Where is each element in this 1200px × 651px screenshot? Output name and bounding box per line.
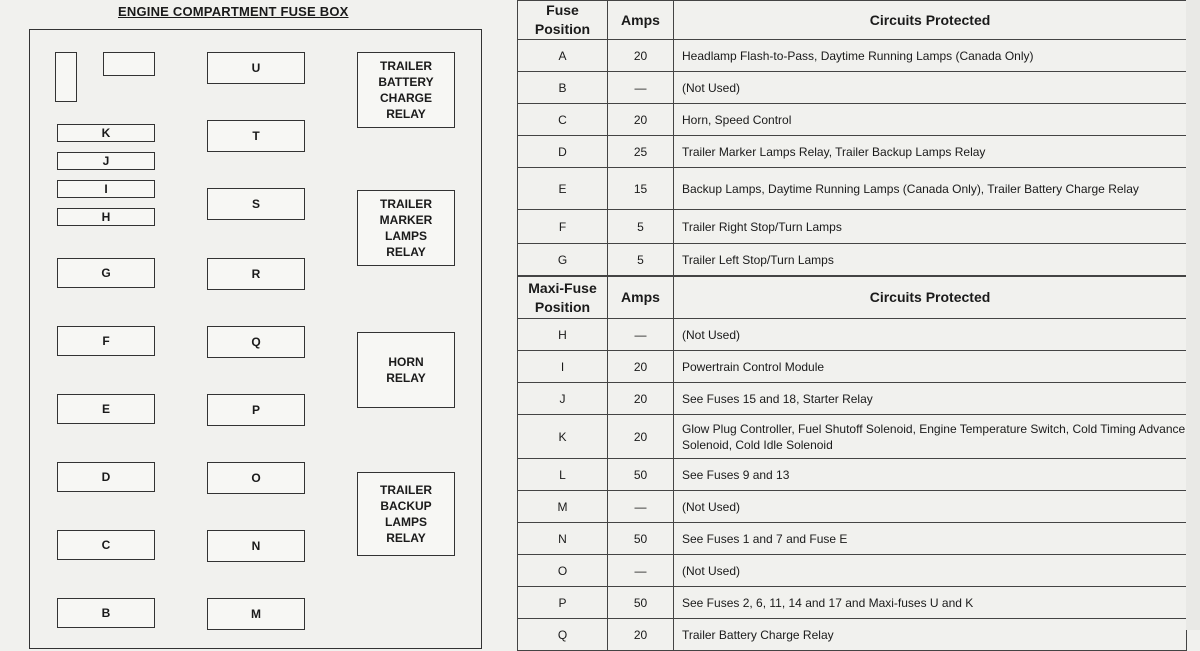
fuse-box-diagram — [0, 0, 515, 630]
cell-circuits: (Not Used) — [674, 72, 1187, 104]
table-row — [518, 168, 1187, 210]
fuse-k: K — [57, 124, 155, 142]
cell-amps: 20 — [608, 415, 674, 459]
fuse-r: R — [207, 258, 305, 290]
fuse-tables — [517, 0, 1200, 642]
cell-amps: 50 — [608, 459, 674, 491]
table-row — [518, 351, 1187, 383]
table-row — [518, 210, 1187, 244]
relay-label-line: LAMPS — [384, 229, 427, 243]
table-row — [518, 555, 1187, 587]
relay-label-line: CHARGE — [379, 91, 432, 105]
cell-amps: — — [608, 72, 674, 104]
maxi-fuse-table — [517, 276, 1187, 651]
cell-position: E — [518, 168, 608, 210]
cell-circuits: Backup Lamps, Daytime Running Lamps (Canada Only), Trailer Battery Charge Relay — [674, 168, 1187, 210]
fuse-o: O — [207, 462, 305, 494]
cell-position: P — [518, 587, 608, 619]
cell-position: F — [518, 210, 608, 244]
header-amps: Amps — [608, 277, 674, 319]
table-row — [518, 319, 1187, 351]
cell-position: I — [518, 351, 608, 383]
diagram-title: ENGINE COMPARTMENT FUSE BOX — [118, 4, 349, 19]
fuse-u: U — [207, 52, 305, 84]
cell-circuits: (Not Used) — [674, 319, 1187, 351]
cell-amps: 20 — [608, 351, 674, 383]
cell-amps: — — [608, 319, 674, 351]
cell-position: B — [518, 72, 608, 104]
relay-label-line: TRAILER — [379, 197, 432, 211]
cell-position: A — [518, 40, 608, 72]
fuse-e: E — [57, 394, 155, 424]
relay-trailer-marker-lamps — [357, 190, 455, 266]
table-row — [518, 136, 1187, 168]
fuse-g: G — [57, 258, 155, 288]
cell-circuits: Headlamp Flash-to-Pass, Daytime Running Lamps (Canada Only) — [674, 40, 1187, 72]
relay-label-line: MARKER — [379, 213, 433, 227]
cell-circuits: (Not Used) — [674, 491, 1187, 523]
relay-label-line: BACKUP — [380, 499, 432, 513]
cell-position: L — [518, 459, 608, 491]
cell-position: K — [518, 415, 608, 459]
table-row — [518, 491, 1187, 523]
relay-trailer-battery-charge — [357, 52, 455, 128]
header-circuits-protected: Circuits Protected — [674, 277, 1187, 319]
fuse-table — [517, 0, 1187, 276]
cell-circuits: Trailer Battery Charge Relay — [674, 619, 1187, 651]
header-amps: Amps — [608, 1, 674, 40]
relay-label-line: HORN — [388, 355, 424, 369]
cell-amps: 15 — [608, 168, 674, 210]
cell-circuits: See Fuses 1 and 7 and Fuse E — [674, 523, 1187, 555]
cell-position: Q — [518, 619, 608, 651]
cell-amps: 5 — [608, 244, 674, 276]
fuse-slot-blank — [103, 52, 155, 76]
cell-circuits: Horn, Speed Control — [674, 104, 1187, 136]
fuse-slot-blank — [55, 52, 77, 102]
cell-circuits: Glow Plug Controller, Fuel Shutoff Solenoid, Engine Temperature Switch, Cold Timing Advance Solenoid, Cold Idle Solenoid — [674, 415, 1187, 459]
cell-amps: 50 — [608, 523, 674, 555]
cell-circuits: Trailer Left Stop/Turn Lamps — [674, 244, 1187, 276]
cell-amps: 20 — [608, 104, 674, 136]
table-row — [518, 72, 1187, 104]
cell-circuits: Trailer Right Stop/Turn Lamps — [674, 210, 1187, 244]
cell-circuits: See Fuses 9 and 13 — [674, 459, 1187, 491]
table-row — [518, 40, 1187, 72]
cell-circuits: (Not Used) — [674, 555, 1187, 587]
fuse-s: S — [207, 188, 305, 220]
table-row — [518, 587, 1187, 619]
cell-position: M — [518, 491, 608, 523]
cell-amps: 20 — [608, 40, 674, 72]
fuse-f: F — [57, 326, 155, 356]
fuse-c: C — [57, 530, 155, 560]
table-row — [518, 523, 1187, 555]
header-maxi-fuse-position: Maxi-Fuse Position — [518, 277, 608, 319]
cell-position: O — [518, 555, 608, 587]
table-row — [518, 619, 1187, 651]
fuse-t: T — [207, 120, 305, 152]
cell-amps: 25 — [608, 136, 674, 168]
cell-amps: — — [608, 555, 674, 587]
relay-label-line: RELAY — [386, 531, 426, 545]
fuse-n: N — [207, 530, 305, 562]
relay-label-line: BATTERY — [378, 75, 434, 89]
table-row — [518, 459, 1187, 491]
relay-trailer-backup-lamps — [357, 472, 455, 556]
relay-label-line: TRAILER — [380, 59, 432, 73]
fuse-d: D — [57, 462, 155, 492]
header-fuse-position: Fuse Position — [518, 1, 608, 40]
cell-position: J — [518, 383, 608, 415]
fuse-i: I — [57, 180, 155, 198]
fuse-b: B — [57, 598, 155, 628]
relay-label-line: RELAY — [386, 245, 426, 259]
cell-circuits: See Fuses 2, 6, 11, 14 and 17 and Maxi-fuses U and K — [674, 587, 1187, 619]
cell-amps: 20 — [608, 619, 674, 651]
cell-amps: 50 — [608, 587, 674, 619]
cell-circuits: Powertrain Control Module — [674, 351, 1187, 383]
relay-label-line: TRAILER — [380, 483, 432, 497]
cell-position: D — [518, 136, 608, 168]
header-circuits-protected: Circuits Protected — [674, 1, 1187, 40]
fuse-q: Q — [207, 326, 305, 358]
cell-amps: — — [608, 491, 674, 523]
cell-position: N — [518, 523, 608, 555]
cell-amps: 20 — [608, 383, 674, 415]
fuse-p: P — [207, 394, 305, 426]
fuse-j: J — [57, 152, 155, 170]
cell-position: H — [518, 319, 608, 351]
fuse-h: H — [57, 208, 155, 226]
relay-label-line: RELAY — [386, 371, 426, 385]
cell-position: G — [518, 244, 608, 276]
table-row — [518, 244, 1187, 276]
table-row — [518, 415, 1187, 459]
relay-label-line: LAMPS — [385, 515, 427, 529]
cell-amps: 5 — [608, 210, 674, 244]
relay-horn — [357, 332, 455, 408]
table-row — [518, 104, 1187, 136]
cell-circuits: Trailer Marker Lamps Relay, Trailer Backup Lamps Relay — [674, 136, 1187, 168]
fuse-m: M — [207, 598, 305, 630]
cell-circuits: See Fuses 15 and 18, Starter Relay — [674, 383, 1187, 415]
cell-position: C — [518, 104, 608, 136]
table-row — [518, 383, 1187, 415]
page-edge-shadow — [1186, 0, 1200, 630]
relay-label-line: RELAY — [386, 107, 426, 121]
